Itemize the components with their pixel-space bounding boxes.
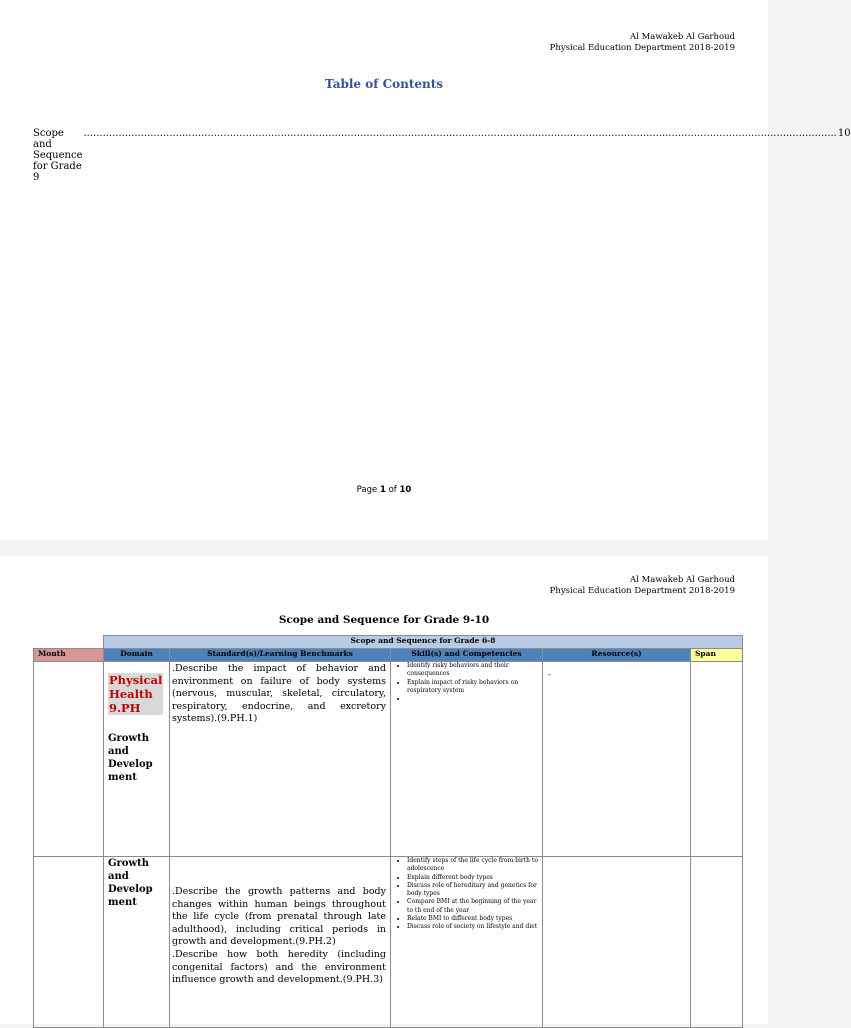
resource-text: - [548, 670, 551, 679]
subdomain-label: Growth and Develop ment [108, 733, 153, 783]
table-row [34, 857, 743, 1028]
skills-list [391, 662, 542, 703]
header-skills: Skill(s) and Competencies [391, 649, 543, 662]
page-2 [0, 556, 768, 1024]
domain-cell [104, 662, 170, 857]
list-item: • Compare BMI at the beginning of the year to th end of the year [407, 898, 538, 915]
table-row [34, 662, 743, 857]
department-name: Physical Education Department 2018-2019 [549, 43, 735, 53]
table-band-label: Scope and Sequence for Grade 6-8 [104, 636, 743, 649]
domain-label: Physical Health 9.PH [109, 673, 163, 715]
header-span: Span [691, 649, 743, 662]
list-item: • Discuss role of hereditary and genetics for body types [407, 882, 538, 899]
header-resources: Resource(s) [543, 649, 691, 662]
total-pages: 10 [399, 485, 412, 495]
subdomain-label: Growth and Develop ment [108, 858, 153, 908]
scope-sequence-table [33, 635, 743, 1028]
table-band-row [34, 636, 743, 649]
page-footer: Page 1 of 10 [356, 485, 412, 495]
standard-text: .Describe the growth patterns and body changes within human beings throughout the life cycle (from prenatal through late adulthood), including critical periods in growth and development.(9.PH.2) [172, 886, 386, 948]
toc-leader-dots: ............................................................................................................................................................................................................................................. [83, 128, 837, 139]
list-item: • Discuss role of society on lifestyle and diet [407, 923, 538, 931]
toc-title: Table of Contents [324, 77, 444, 91]
department-name: Physical Education Department 2018-2019 [549, 586, 735, 596]
header-domain: Domain [104, 649, 170, 662]
toc-entry-page[interactable]: 10 [837, 128, 851, 139]
page-header [550, 575, 735, 597]
toc-entry[interactable] [33, 128, 851, 183]
page-header [550, 32, 735, 54]
header-standards: Standard(s)/Learning Benchmarks [170, 649, 391, 662]
standard-text: .Describe the impact of behavior and environment on failure of body systems (nervous, muscular, skeletal, circulatory, respiratory, endocrine, and excretory systems).(9.PH.1) [172, 663, 386, 725]
standard-cell [170, 662, 391, 857]
resources-cell [543, 662, 691, 857]
skills-list [391, 857, 542, 932]
list-item: • Relate BMI to different body types [407, 915, 538, 923]
skills-cell [391, 662, 543, 857]
standard-cell [170, 857, 391, 1028]
school-name: Al Mawakeb Al Garhoud [630, 32, 735, 42]
span-cell [691, 857, 743, 1028]
domain-cell [104, 857, 170, 1028]
school-name: Al Mawakeb Al Garhoud [630, 575, 735, 585]
resources-cell [543, 857, 691, 1028]
span-cell [691, 662, 743, 857]
list-item [407, 695, 538, 703]
month-cell [34, 662, 104, 857]
table-header-row [34, 649, 743, 662]
list-item: • Identify risky behaviors and their consequences [407, 662, 538, 679]
document-title: Scope and Sequence for Grade 9-10 [278, 614, 490, 626]
current-page: 1 [379, 485, 386, 495]
header-month: Month [34, 649, 104, 662]
list-item: • Identify steps of the life cycle from birth to adolescence [407, 857, 538, 874]
list-item: • Explain different body types [407, 874, 538, 882]
month-cell [34, 857, 104, 1028]
list-item: • Explain impact of risky behaviors on respiratory system [407, 679, 538, 696]
skills-cell [391, 857, 543, 1028]
toc-entry-text[interactable]: Scope and Sequence for Grade 9 [33, 128, 83, 183]
standard-text: .Describe how both heredity (including congenital factors) and the environment influence growth and development.(9.PH.3) [172, 948, 386, 986]
